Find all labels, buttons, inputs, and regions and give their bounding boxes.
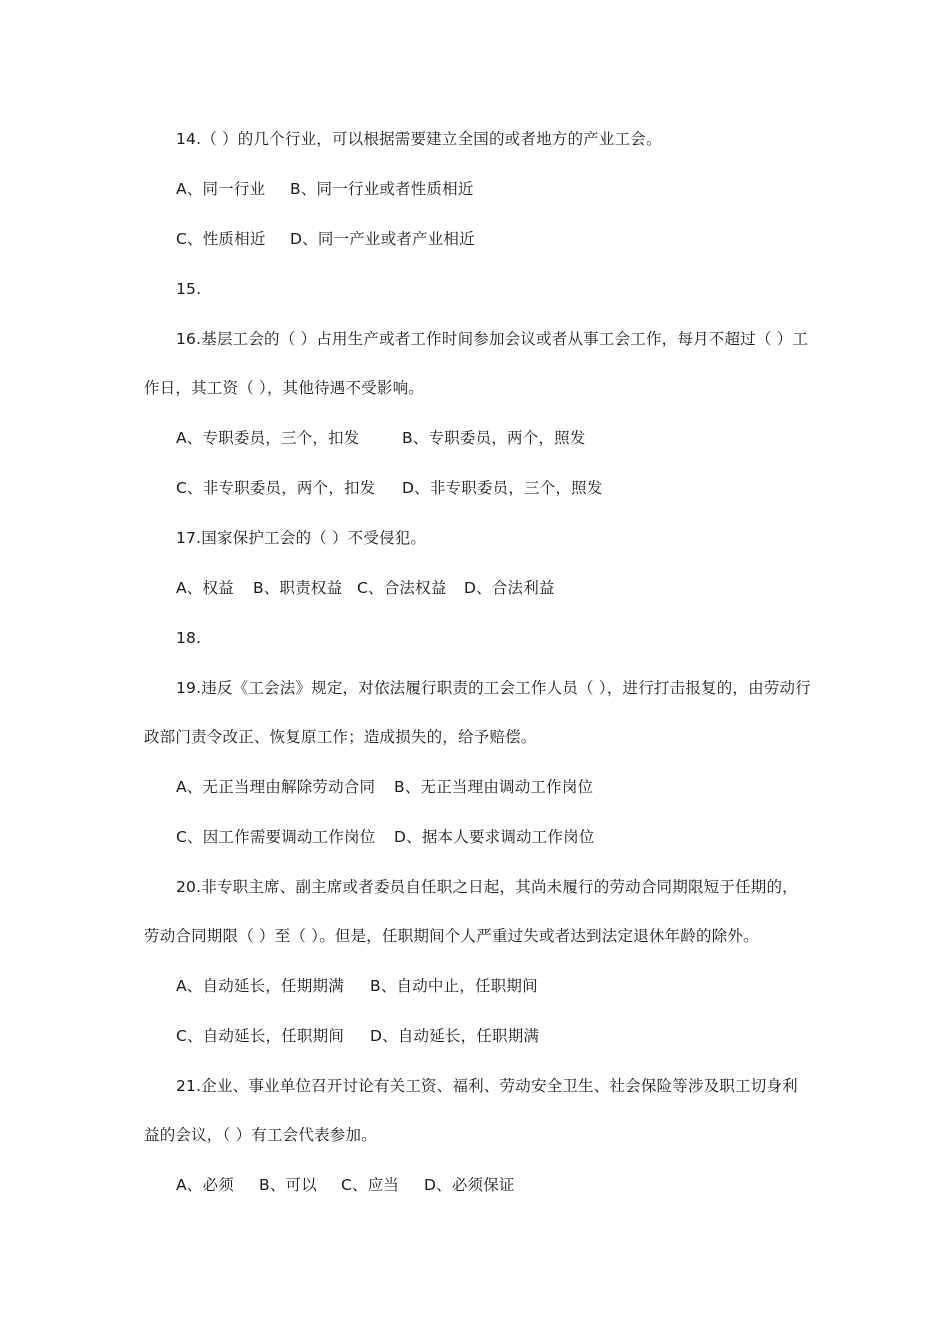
question-14-option-b: B、同一行业或者性质相近	[290, 180, 474, 198]
question-21-stem-line-1: 21.企业、事业单位召开讨论有关工资、福利、劳动安全卫生、社会保险等涉及职工切身利	[176, 1077, 798, 1095]
question-17-option-b: B、职责权益	[253, 579, 343, 597]
question-17-option-d: D、合法利益	[464, 579, 555, 597]
question-17-options	[176, 578, 555, 598]
question-21-options	[176, 1175, 515, 1195]
question-17-stem: 17.国家保护工会的（ ）不受侵犯。	[176, 529, 427, 547]
question-16-option-d: D、非专职委员，三个，照发	[402, 479, 603, 497]
question-20-stem-line-1: 20.非专职主席、副主席或者委员自任职之日起，其尚未履行的劳动合同期限短于任期的，	[176, 878, 798, 896]
question-16-option-b: B、专职委员，两个，照发	[402, 429, 586, 447]
question-21-option-a: A、必须	[176, 1176, 234, 1194]
question-15-stem: 15.	[176, 280, 202, 298]
question-20-options-row-1	[176, 976, 538, 996]
question-16-option-a: A、专职委员，三个，扣发	[176, 429, 360, 447]
question-16-stem-line-2: 作日，其工资（ ），其他待遇不受影响。	[144, 379, 424, 397]
question-19-option-c: C、因工作需要调动工作岗位	[176, 828, 376, 846]
question-14-options-row-2	[176, 229, 475, 249]
question-19-stem-line-1: 19.违反《工会法》规定，对依法履行职责的工会工作人员（ ），进行打击报复的，由劳动行	[176, 679, 811, 697]
question-14-options-row-1	[176, 179, 474, 199]
question-14-option-a: A、同一行业	[176, 180, 266, 198]
question-16-stem-line-1: 16.基层工会的（ ）占用生产或者工作时间参加会议或者从事工会工作，每月不超过（ ）工	[176, 330, 809, 348]
question-14-stem: 14.（ ）的几个行业，可以根据需要建立全国的或者地方的产业工会。	[176, 130, 662, 148]
question-17-option-a: A、权益	[176, 579, 234, 597]
question-19-options-row-2	[176, 827, 595, 847]
question-19-option-b: B、无正当理由调动工作岗位	[394, 778, 594, 796]
question-17-option-c: C、合法权益	[357, 579, 447, 597]
question-20-option-b: B、自动中止，任职期间	[370, 977, 538, 995]
question-16-option-c: C、非专职委员，两个，扣发	[176, 479, 376, 497]
question-20-options-row-2	[176, 1026, 539, 1046]
question-16-options-row-2	[176, 478, 603, 498]
question-14-option-c: C、性质相近	[176, 230, 266, 248]
question-20-option-d: D、自动延长，任职期满	[370, 1027, 540, 1045]
question-14-option-d: D、同一产业或者产业相近	[290, 230, 475, 248]
question-20-option-c: C、自动延长，任职期间	[176, 1027, 345, 1045]
question-21-stem-line-2: 益的会议，（ ）有工会代表参加。	[144, 1126, 377, 1144]
question-16-options-row-1	[176, 428, 586, 448]
question-19-options-row-1	[176, 777, 593, 797]
question-21-option-d: D、必须保证	[424, 1176, 515, 1194]
question-19-option-d: D、据本人要求调动工作岗位	[394, 828, 595, 846]
question-19-option-a: A、无正当理由解除劳动合同	[176, 778, 376, 796]
question-20-stem-line-2: 劳动合同期限（ ）至（ ）。但是，任职期间个人严重过失或者达到法定退休年龄的除外。	[144, 927, 759, 945]
question-20-option-a: A、自动延长，任期期满	[176, 977, 344, 995]
question-18-stem: 18.	[176, 629, 202, 647]
question-21-option-b: B、可以	[259, 1176, 317, 1194]
question-21-option-c: C、应当	[341, 1176, 400, 1194]
question-19-stem-line-2: 政部门责令改正、恢复原工作；造成损失的，给予赔偿。	[144, 728, 537, 746]
